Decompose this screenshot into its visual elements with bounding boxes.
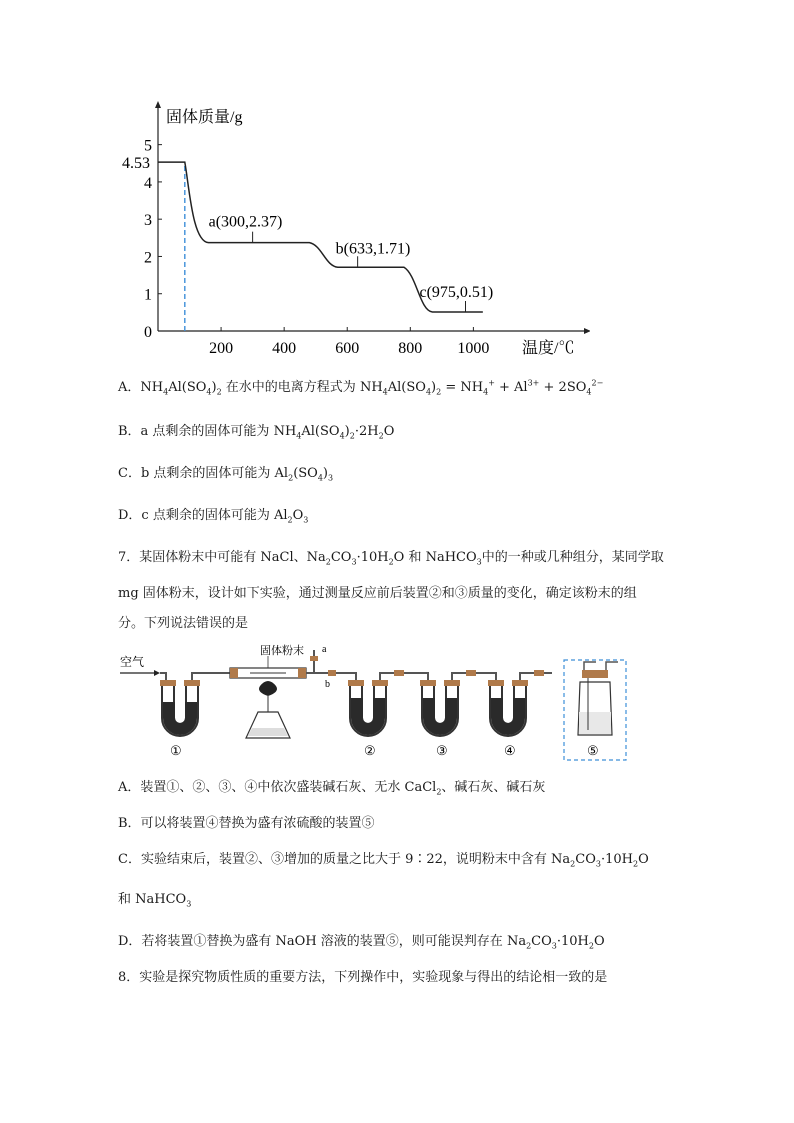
apparatus-diagram — [118, 640, 638, 765]
y-axis-arrow — [155, 101, 161, 108]
q7-option-d: D．若将装置①替换为盛有 NaOH 溶液的装置⑤，则可能误判存在 $Na_2CO_3\cdot 10H_2O$ — [118, 934, 605, 951]
apparatus-label-2: ② — [364, 744, 376, 759]
u-tube-4 — [478, 670, 552, 736]
annotation-label: c(975,0.51) — [419, 283, 494, 301]
q8-stem: 8．实验是探究物质性质的重要方法，下列操作中，实验现象与得出的结论相一致的是 — [118, 970, 608, 985]
valve-b-label: b — [325, 679, 330, 690]
q7-option-c: C．实验结束后，装置②、③增加的质量之比大于 9∶22，说明粉末中含有 $Na_2CO_3\cdot 10H_2O$ — [118, 852, 649, 869]
reaction-tube — [230, 643, 306, 678]
q7-stem-line2: mg 固体粉末，设计如下实验，通过测量反应前后装置②和③质量的变化，确定该粉末的组 — [118, 586, 637, 601]
x-tick-label: 400 — [272, 340, 297, 357]
y-tick-label: 0 — [144, 324, 152, 341]
q6-option-c: C．b 点剩余的固体可能为 $Al_2(SO_4)_3$ — [118, 466, 334, 483]
q7-stem-line3: 分。下列说法错误的是 — [118, 616, 249, 631]
annotation-label: b(633,1.71) — [335, 240, 411, 258]
q7-option-c-line2: 和 NaHCO$_3$ — [118, 892, 192, 909]
q7-stem-line1: 7．某固体粉末中可能有 NaCl、$Na_2CO_3\cdot 10H_2O$ 和 NaHCO$_3$中的一种或几种组分，某同学取 — [118, 550, 664, 567]
apparatus-label-1: ① — [170, 744, 182, 759]
y-tick-label: 5 — [144, 137, 152, 155]
air-label: 空气 — [120, 655, 145, 669]
annotation-label: a(300,2.37) — [208, 213, 283, 231]
apparatus-label-4: ④ — [504, 744, 516, 759]
x-tick-label: 600 — [335, 340, 360, 357]
q7-option-b: B．可以将装置④替换为盛有浓硫酸的装置⑤ — [118, 816, 375, 831]
y-tick-label: 4 — [144, 174, 152, 192]
chart-ticks — [122, 138, 489, 357]
x-tick-label: 1000 — [457, 340, 490, 357]
x-tick-label: 800 — [398, 340, 423, 357]
chart-annotations — [209, 214, 494, 312]
y-start-label: 4.53 — [122, 155, 150, 173]
q7-option-a: A．装置①、②、③、④中依次盛装碱石灰、无水 CaCl$_2$、碱石灰、碱石灰 — [118, 780, 546, 797]
q6-option-b: B．a 点剩余的固体可能为 $NH_4Al(SO_4)_2\cdot 2H_2O$ — [118, 424, 395, 441]
valve-junction — [306, 644, 346, 690]
u-tube-3 — [410, 670, 484, 736]
x-axis-label: 温度/℃ — [522, 340, 575, 357]
y-tick-label: 2 — [144, 249, 152, 267]
valve-a-label: a — [322, 644, 327, 655]
u-tube-1 — [160, 673, 230, 736]
mass-temperature-chart — [110, 96, 590, 366]
apparatus-label-5: ⑤ — [587, 744, 599, 759]
air-arrow-head — [154, 670, 160, 676]
y-axis-label: 固体质量/g — [166, 109, 243, 126]
q6-option-a: A．$NH_4Al(SO_4)_2$ 在水中的电离方程式为 $NH_4Al(SO_4)_2 = NH_4^+ + Al^{3+} + 2SO_4^{2-}$ — [118, 378, 604, 397]
apparatus-label-3: ③ — [436, 744, 448, 759]
q6-option-d: D．c 点剩余的固体可能为 $Al_2O_3$ — [118, 508, 309, 525]
u-tube-2 — [338, 670, 412, 736]
y-tick-label: 3 — [144, 212, 152, 230]
alcohol-lamp — [246, 681, 290, 738]
x-tick-label: 200 — [209, 340, 234, 357]
powder-label: 固体粉末 — [260, 645, 304, 657]
x-axis-arrow — [584, 328, 590, 334]
chart-plot — [158, 162, 483, 331]
y-tick-label: 1 — [144, 286, 152, 304]
u-tubes-group — [338, 670, 552, 736]
